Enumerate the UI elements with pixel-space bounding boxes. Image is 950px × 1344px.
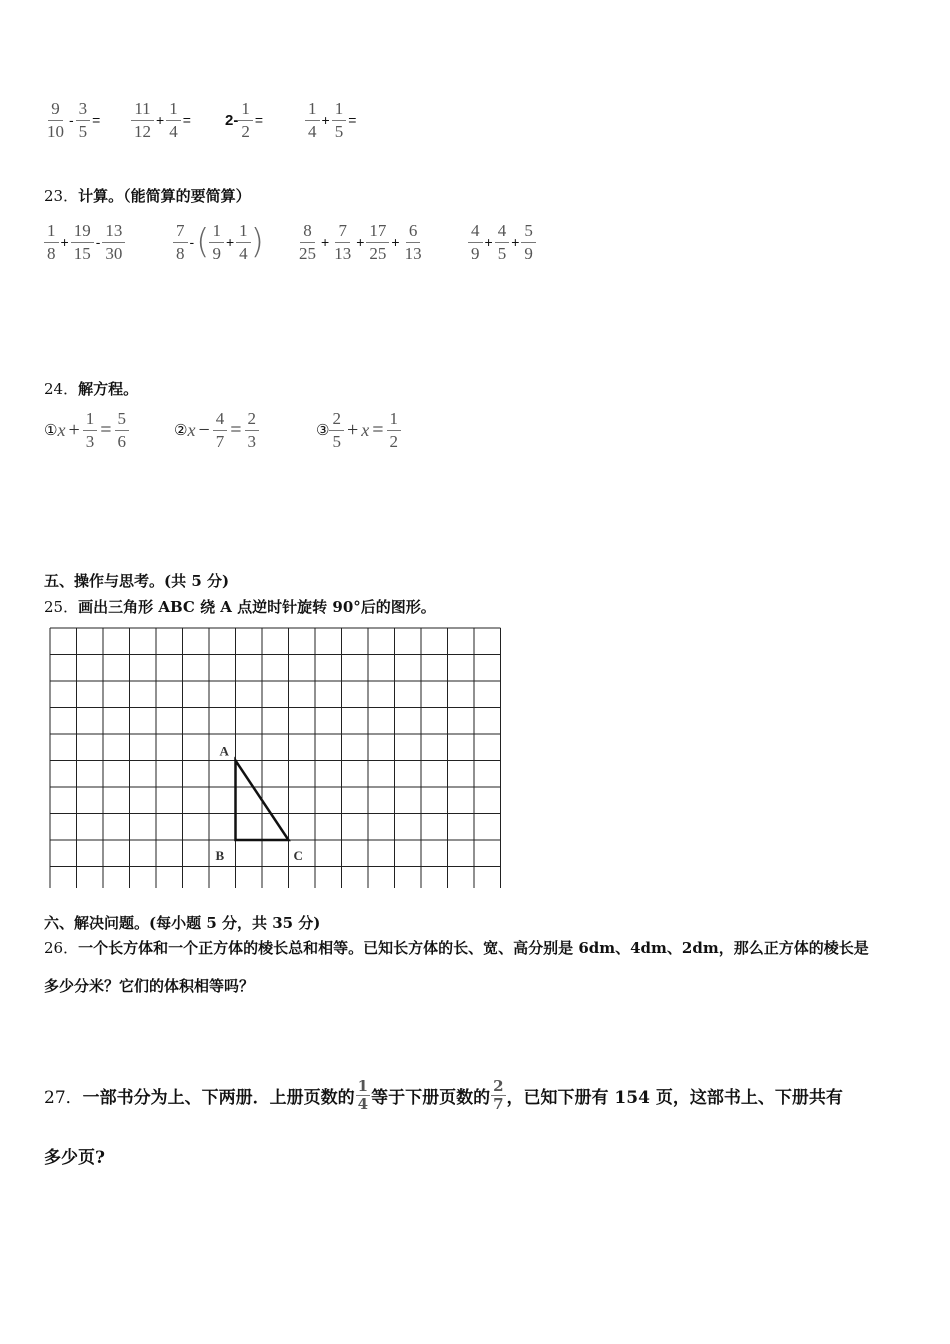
equals: = xyxy=(182,112,191,129)
left-paren: ( xyxy=(196,222,210,263)
operator: − xyxy=(198,418,210,441)
fraction: $\frac{1}{4}$ xyxy=(166,100,181,141)
circled-number: ③ xyxy=(316,422,330,440)
operator: + xyxy=(511,234,520,251)
q24-equation-2 xyxy=(174,410,259,451)
fraction: $\frac{13}{30}$ xyxy=(102,222,125,263)
operator: + xyxy=(391,234,400,251)
operator: + xyxy=(156,112,165,129)
question-number: 23． xyxy=(44,187,79,205)
fraction: $\frac{6}{13}$ xyxy=(404,221,422,263)
fraction: $\frac{1}{4}$ xyxy=(305,100,320,141)
q26-line-2: 多少分米？它们的体积相等吗？ xyxy=(44,977,255,995)
section-5-heading: 五、操作与思考。(共 5 分) xyxy=(44,572,230,590)
vertex-label-b: B xyxy=(215,848,225,863)
q23-expr-3 xyxy=(296,222,425,263)
operator: + xyxy=(321,234,330,251)
question-number: 24． xyxy=(44,380,79,398)
q23-heading xyxy=(44,185,251,206)
circled-number: ① xyxy=(44,422,58,440)
fraction: $\frac{1}{5}$ xyxy=(332,100,347,141)
question-number: 27． xyxy=(44,1087,83,1108)
operator: + xyxy=(356,234,365,251)
vertex-label-a: A xyxy=(219,743,229,759)
operator: + xyxy=(346,418,359,441)
fraction: $\frac{1}{9}$ xyxy=(209,222,224,263)
fraction: $\frac{3}{5}$ xyxy=(76,100,91,141)
variable-x: x xyxy=(57,419,66,440)
operator: - xyxy=(69,112,74,129)
right-paren: ) xyxy=(250,222,264,263)
q27-line-2: 多少页? xyxy=(44,1148,105,1168)
variable-x: x xyxy=(187,419,196,440)
question-text: 一部书分为上、下两册．上册页数的 xyxy=(82,1087,355,1108)
q26-line-1 xyxy=(44,937,869,958)
question-number: 26． xyxy=(44,939,79,957)
whole-number: 2- xyxy=(225,111,239,129)
q22-expr-2 xyxy=(131,100,193,141)
circled-number: ② xyxy=(174,422,188,440)
equals: = xyxy=(372,418,384,441)
q23-expr-1 xyxy=(44,222,125,263)
variable-x: x xyxy=(361,419,370,440)
fraction: $\frac{7}{13}$ xyxy=(334,221,352,263)
equals: = xyxy=(100,418,112,441)
fraction: $\frac{4}{9}$ xyxy=(468,222,483,263)
fraction: $\frac{2}{5}$ xyxy=(329,410,344,451)
fraction: 1 4 xyxy=(357,1077,369,1113)
fraction: $\frac{9}{10}$ xyxy=(47,99,64,141)
fraction: $\frac{7}{8}$ xyxy=(173,222,188,263)
vertex-label-c: C xyxy=(293,848,303,863)
operator: + xyxy=(60,234,69,251)
fraction: $\frac{1}{4}$ xyxy=(236,222,251,263)
fraction: $\frac{8}{25}$ xyxy=(299,221,316,263)
fraction: $\frac{2}{3}$ xyxy=(245,410,260,451)
q24-equation-3 xyxy=(316,410,401,451)
rotation-grid xyxy=(44,624,504,888)
fraction: $\frac{4}{7}$ xyxy=(213,410,228,451)
question-text: 解方程。 xyxy=(78,380,139,398)
q24-equation-1 xyxy=(44,410,129,451)
fraction: 2 7 xyxy=(493,1077,504,1113)
fraction: $\frac{5}{6}$ xyxy=(115,410,130,451)
question-number: 25． xyxy=(44,598,79,616)
q23-expr-2 xyxy=(173,222,264,263)
operator: - xyxy=(95,234,101,251)
question-text: 等于下册页数的 xyxy=(371,1087,491,1108)
fraction: $\frac{11}{12}$ xyxy=(131,100,154,141)
section-6-heading: 六、解决问题。(每小题 5 分，共 35 分) xyxy=(44,914,321,932)
question-text: 一个长方体和一个正方体的棱长总和相等。已知长方体的长、宽、高分别是 6dm、4dm、2dm，那么正方体的棱长是 xyxy=(78,939,869,957)
fraction: $\frac{17}{25}$ xyxy=(366,222,389,263)
fraction: $\frac{19}{15}$ xyxy=(71,222,94,263)
fraction: $\frac{4}{5}$ xyxy=(495,222,510,263)
grid-lines xyxy=(50,628,501,888)
q22-expr-1 xyxy=(44,100,102,141)
fraction: $\frac{1}{3}$ xyxy=(83,410,98,451)
fraction: $\frac{1}{2}$ xyxy=(238,100,253,141)
fraction: $\frac{1}{8}$ xyxy=(44,222,59,263)
operator: - xyxy=(189,234,195,251)
q24-heading xyxy=(44,378,138,399)
q25-heading xyxy=(44,596,436,617)
question-text: 画出三角形 ABC 绕 A 点逆时针旋转 90°后的图形。 xyxy=(78,598,436,616)
fraction: $\frac{5}{9}$ xyxy=(521,222,536,263)
q27-line-1 xyxy=(44,1078,843,1112)
equals: = xyxy=(254,112,264,129)
operator: + xyxy=(321,112,330,129)
operator: + xyxy=(484,234,493,251)
equals: = xyxy=(92,112,101,129)
question-text: 计算。（能简算的要简算） xyxy=(78,187,251,205)
q22-expr-3 xyxy=(225,100,265,141)
operator: + xyxy=(68,418,80,441)
fraction: $\frac{1}{2}$ xyxy=(387,410,402,451)
q22-expr-4 xyxy=(305,100,358,141)
operator: + xyxy=(225,234,235,251)
q23-expr-4 xyxy=(468,222,536,263)
question-text: ，已知下册有 154 页，这部书上、下册共有 xyxy=(506,1087,843,1108)
equals: = xyxy=(230,418,242,441)
equals: = xyxy=(348,112,357,129)
